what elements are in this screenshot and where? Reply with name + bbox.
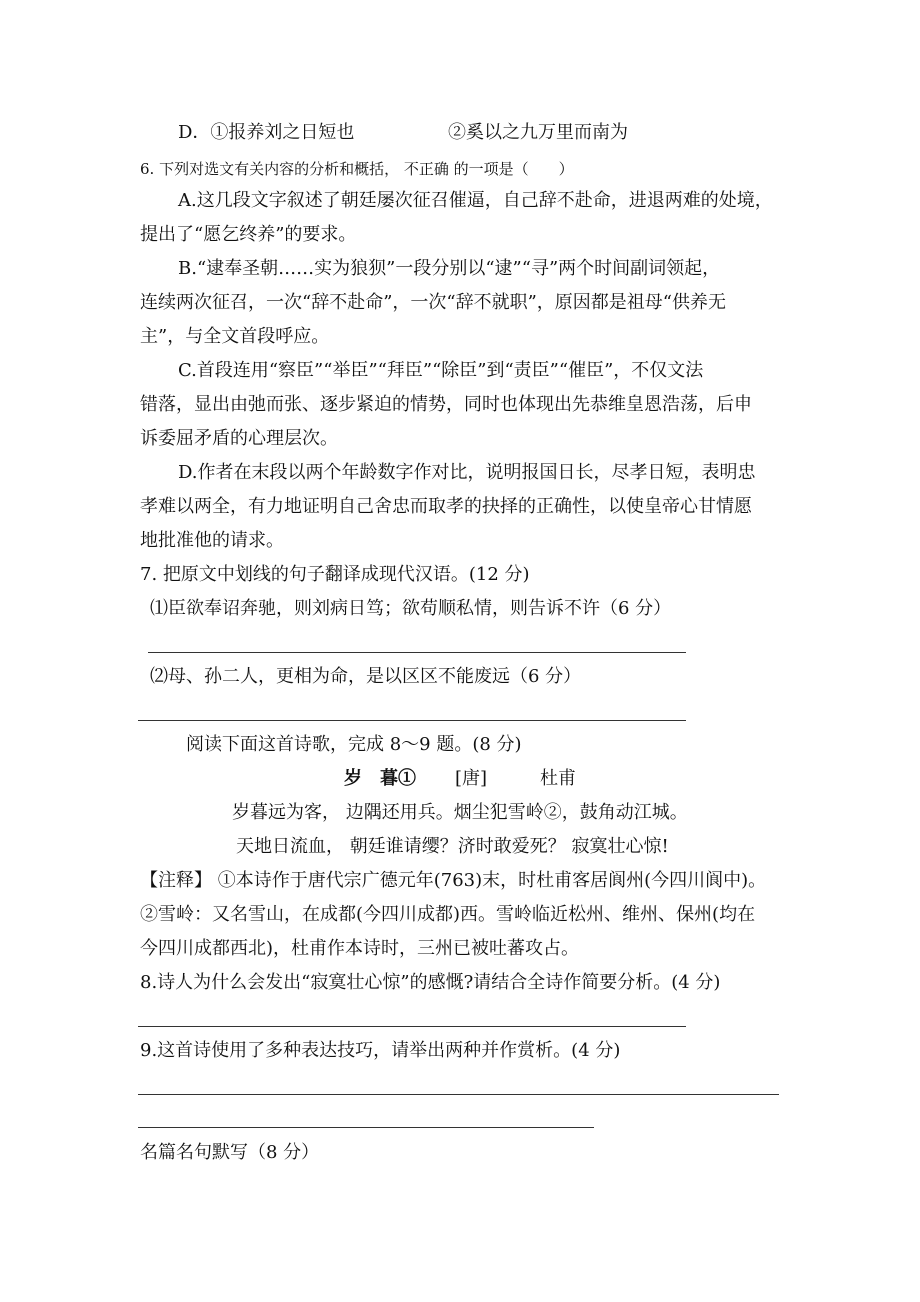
- poem-title: 岁 暮①: [344, 768, 416, 789]
- q6-option-b-line3: 主”，与全文首段呼应。: [140, 326, 330, 347]
- poem-line-2: 天地日流血， 朝廷谁请缨？济时敢爱死？ 寂寞壮心惊!: [236, 836, 669, 857]
- q7-sentence-1: ⑴臣欲奉诏奔驰，则刘病日笃；欲苟顺私情，则告诉不许（6 分）: [150, 598, 672, 619]
- q6-option-b-line1: B.“逮奉圣朝……实为狼狈”一段分别以“逮”“寻”两个时间副词领起，: [178, 258, 721, 279]
- poem-note-line3: 今四川成都西北)，杜甫作本诗时，三州已被吐蕃攻占。: [140, 938, 580, 959]
- q6-stem: 6. 下列对选文有关内容的分析和概括， 不正确 的一项是（ ）: [140, 160, 574, 178]
- q6-option-c-line1: C.首段连用“察臣”“举臣”“拜臣”“除臣”到“责臣”“催臣”，不仅文法: [178, 360, 704, 381]
- poem-author: 杜甫: [540, 768, 576, 789]
- poem-line-1: 岁暮远为客， 边隅还用兵。烟尘犯雪岭②，鼓角动江城。: [232, 802, 688, 823]
- poem-note-line1: 【注释】 ①本诗作于唐代宗广德元年(763)末，时杜甫客居阆州(今四川阆中)。: [140, 870, 767, 891]
- section-heading-famous-lines: 名篇名句默写（8 分）: [140, 1142, 320, 1163]
- q6-option-c-line2: 错落，显出由弛而张、逐步紧迫的情势，同时也体现出先恭维皇恩浩荡，后申: [140, 394, 752, 415]
- answer-line-q7-2[interactable]: [138, 720, 686, 721]
- q6-option-c-line3: 诉委屈矛盾的心理层次。: [140, 428, 338, 449]
- poem-dynasty: [唐]: [455, 768, 488, 789]
- q5-option-d-first: D．①报养刘之日短也: [178, 122, 355, 143]
- answer-line-q9-1[interactable]: [138, 1094, 779, 1095]
- q6-option-d-line2: 孝难以两全，有力地证明自己舍忠而取孝的抉择的正确性，以使皇帝心甘情愿: [140, 496, 752, 517]
- answer-line-q9-2[interactable]: [138, 1127, 594, 1128]
- q7-stem: 7. 把原文中划线的句子翻译成现代汉语。(12 分): [140, 564, 530, 585]
- q6-option-b-line2: 连续两次征召，一次“辞不赴命”，一次“辞不就职”，原因都是祖母“供养无: [140, 292, 727, 313]
- q6-option-d-line3: 地批准他的请求。: [140, 530, 284, 551]
- poem-instructions: 阅读下面这首诗歌，完成 8～9 题。(8 分): [186, 734, 522, 755]
- q6-option-d-line1: D.作者在末段以两个年龄数字作对比，说明报国日长，尽孝日短，表明忠: [178, 462, 756, 483]
- poem-note-line2: ②雪岭：又名雪山，在成都(今四川成都)西。雪岭临近松州、维州、保州(均在: [140, 904, 756, 925]
- answer-line-q8[interactable]: [138, 1026, 686, 1027]
- q8-stem: 8.诗人为什么会发出“寂寞壮心惊”的感慨?请结合全诗作简要分析。(4 分): [140, 972, 721, 993]
- q9-stem: 9.这首诗使用了多种表达技巧，请举出两种并作赏析。(4 分): [140, 1040, 621, 1061]
- q6-option-a-line1: A.这几段文字叙述了朝廷屡次征召催逼，自己辞不赴命，进退两难的处境，: [178, 190, 773, 211]
- q6-option-a-line2: 提出了“愿乞终养”的要求。: [140, 224, 357, 245]
- answer-line-q7-1[interactable]: [148, 652, 686, 653]
- q7-sentence-2: ⑵母、孙二人，更相为命，是以区区不能废远（6 分）: [150, 666, 582, 687]
- q5-option-d-second: ②奚以之九万里而南为: [448, 122, 628, 143]
